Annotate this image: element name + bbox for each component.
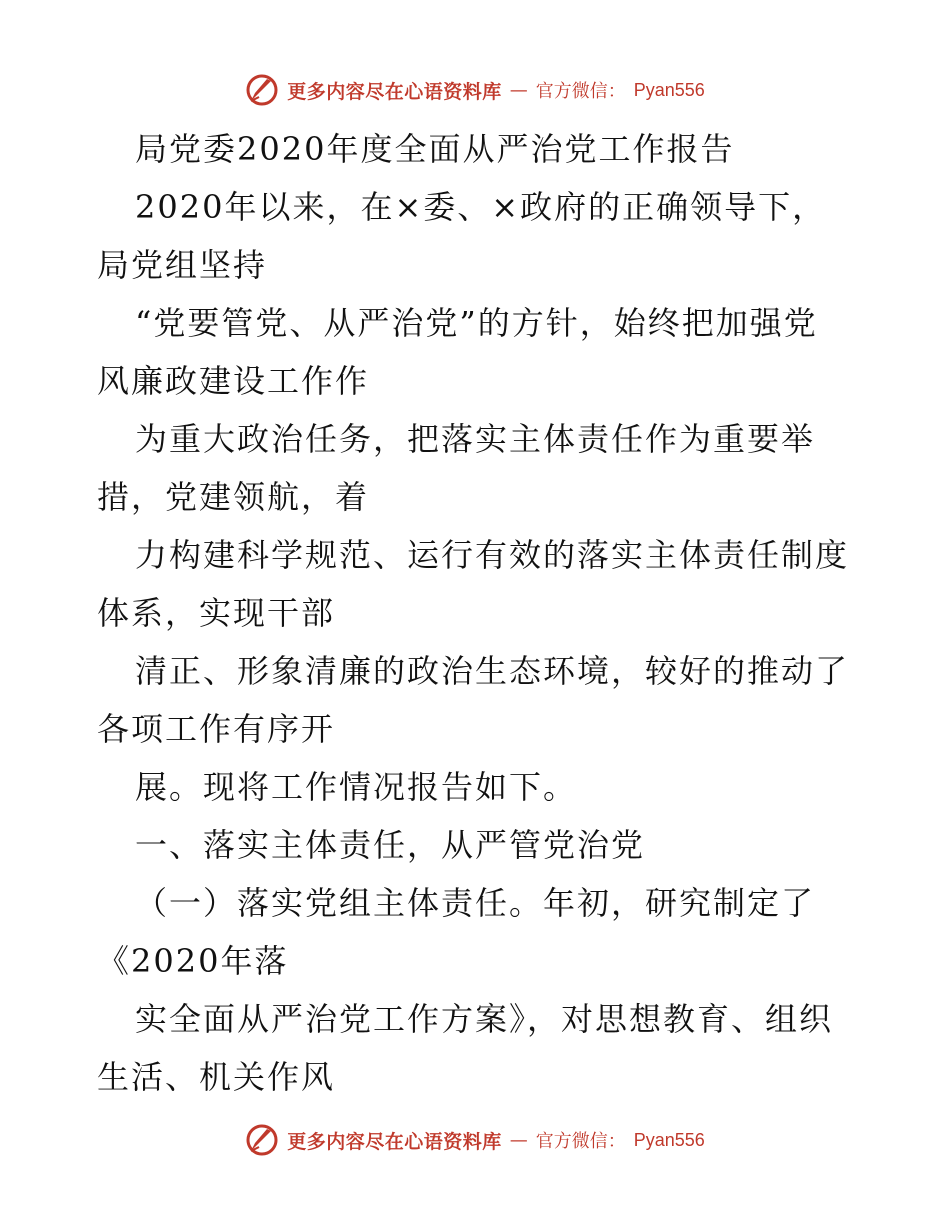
doc-line: 为重大政治任务，把落实主体责任作为重要举: [135, 420, 816, 458]
doc-line: 各项工作有序开: [97, 710, 336, 748]
doc-line: 实全面从严治党工作方案》，对思想教育、组织: [135, 1000, 834, 1038]
doc-line: 风廉政建设工作作: [97, 362, 370, 400]
banner-official-label: 官方微信：: [535, 81, 626, 102]
banner-dash: —: [509, 79, 528, 101]
doc-line: （一）落实党组主体责任。年初，研究制定了: [135, 884, 816, 922]
feather-pen-circle-icon: [245, 1123, 279, 1157]
doc-line: 2020年以来，在×委、×政府的正确领导下，: [135, 188, 827, 226]
doc-line: 措，党建领航，着: [97, 478, 370, 516]
footer-watermark-banner: [0, 1120, 950, 1160]
doc-line: 局党组坚持: [97, 246, 268, 284]
doc-line: 局党委2020年度全面从严治党工作报告: [135, 130, 735, 168]
banner-wechat-id: Pyan556: [633, 79, 705, 100]
feather-pen-circle-icon: [245, 73, 279, 107]
header-watermark-banner: [0, 70, 950, 110]
doc-line: 力构建科学规范、运行有效的落实主体责任制度: [135, 536, 850, 574]
doc-line: 一、落实主体责任，从严管党治党: [135, 826, 646, 864]
banner-dash: —: [509, 1129, 528, 1151]
banner-official-label: 官方微信：: [535, 1131, 626, 1152]
doc-line: 展。现将工作情况报告如下。: [135, 768, 578, 806]
banner-wechat-id: Pyan556: [633, 1129, 705, 1150]
doc-line: 《2020年落: [97, 942, 289, 980]
doc-line: 生活、机关作风: [97, 1058, 336, 1096]
doc-line: 清正、形象清廉的政治生态环境，较好的推动了: [135, 652, 850, 690]
document-body: [97, 120, 857, 1106]
doc-line: 体系，实现干部: [97, 594, 336, 632]
banner-site-text: 更多内容尽在心语资料库: [287, 1130, 502, 1153]
doc-line: “党要管党、从严治党”的方针，始终把加强党: [135, 304, 818, 342]
banner-site-text: 更多内容尽在心语资料库: [287, 80, 502, 103]
